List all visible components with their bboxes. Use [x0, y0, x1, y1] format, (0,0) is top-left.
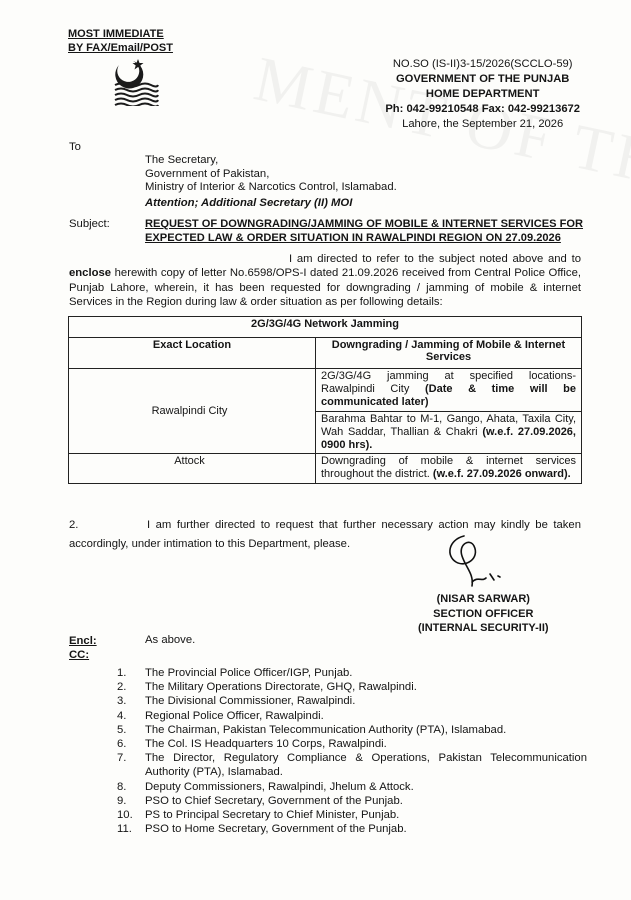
urgency-line-1: MOST IMMEDIATE [68, 28, 164, 40]
list-text: PS to Principal Secretary to Chief Minister, Punjab. [145, 809, 400, 822]
list-item [117, 794, 587, 808]
location-cell: Attock [69, 454, 316, 483]
location-cell: Rawalpindi City [69, 369, 316, 454]
column-header-details: Downgrading / Jamming of Mobile & Internet Services [316, 338, 582, 369]
list-number: 9. [117, 794, 127, 807]
urgency-line-2: BY FAX/Email/POST [68, 42, 173, 54]
para1-bold-word: enclose [69, 267, 112, 280]
letter-header [385, 57, 580, 132]
list-item [117, 694, 587, 708]
list-item [117, 737, 587, 751]
list-number: 3. [117, 695, 127, 708]
urgency-label [68, 27, 173, 55]
list-text: Deputy Commissioners, Rawalpindi, Jhelum & Attock. [145, 780, 414, 793]
phone-fax: Ph: 042-99210548 Fax: 042-99213672 [385, 103, 580, 115]
list-text: The Director, Regulatory Compliance & Operations, Pakistan Telecommunication Authority (PTA), Islamabad. [145, 752, 587, 779]
list-item [117, 723, 587, 737]
para2-text: I am further directed to request that further necessary action may kindly be taken accordingly, under intimation to this Department, please. [69, 519, 581, 550]
list-number: 2. [117, 681, 127, 694]
signatory-designation: SECTION OFFICER [433, 607, 534, 620]
para1-text-b: herewith copy of letter No.6598/OPS-I dated 21.09.2026 received from Central Police Office, Punjab Lahore, wherein, it has been requested for downgrading / jamming of mobile & internet Services in the Region during law & order situation as per following details: [69, 267, 581, 309]
list-item [117, 666, 587, 680]
list-text: The Chairman, Pakistan Telecommunication Authority (PTA), Islamabad. [145, 723, 507, 736]
list-text: Regional Police Officer, Rawalpindi. [145, 709, 324, 722]
addressee-block [145, 154, 397, 195]
list-number: 8. [117, 780, 127, 793]
handwritten-signature [444, 530, 514, 590]
list-text: The Col. IS Headquarters 10 Corps, Rawalpindi. [145, 738, 387, 751]
details-cell [316, 369, 582, 412]
cc-list [117, 666, 587, 836]
list-item [117, 780, 587, 794]
subject-label: Subject: [69, 218, 110, 230]
reference-number: NO.SO (IS-II)3-15/2026(SCCLO-59) [392, 58, 573, 70]
enclosure-cc-labels [69, 634, 97, 662]
details-bold: (w.e.f. 27.09.2026 onward). [432, 468, 571, 481]
list-number: 5. [117, 723, 127, 736]
list-item [117, 709, 587, 723]
details-text: Downgrading of mobile & internet services throughout the district. [321, 455, 576, 481]
details-text: Barahma Bahtar to M-1, Gango, Ahata, Taxila City, Wah Saddar, Thallian & Chakri [321, 412, 576, 438]
attention-line: Attention; Additional Secretary (II) MOI [145, 197, 353, 209]
signatory-name: (NISAR SARWAR) [436, 593, 530, 605]
cc-label: CC: [69, 649, 90, 661]
list-item [117, 680, 587, 694]
list-item [117, 751, 587, 779]
list-number: 10. [117, 809, 133, 822]
list-item [117, 822, 587, 836]
body-paragraph-1 [69, 252, 581, 310]
list-item [117, 808, 587, 822]
enclosure-label: Encl: [69, 635, 97, 647]
list-number: 4. [117, 709, 127, 722]
list-text: PSO to Home Secretary, Government of the Punjab. [145, 823, 407, 836]
list-number: 6. [117, 738, 127, 751]
place-date: Lahore, the September 21, 2026 [402, 118, 564, 130]
addressee-line: Government of Pakistan, [145, 167, 270, 180]
details-cell [316, 411, 582, 454]
details-bold: (Date & time will be communicated later) [321, 383, 576, 409]
department-name: HOME DEPARTMENT [425, 88, 540, 100]
jamming-details-table [68, 316, 582, 484]
list-text: The Divisional Commissioner, Rawalpindi. [145, 695, 356, 708]
signatory-wing: (INTERNAL SECURITY-II) [418, 622, 549, 634]
list-number: 11. [117, 823, 132, 836]
table-row [69, 454, 582, 483]
details-cell [316, 454, 582, 483]
list-text: The Provincial Police Officer/IGP, Punjab. [145, 667, 353, 679]
list-number: 7. [117, 752, 127, 765]
to-label: To [69, 141, 81, 153]
punjab-crest-logo [111, 57, 159, 106]
list-text: The Military Operations Directorate, GHQ, Rawalpindi. [145, 681, 417, 694]
details-text: 2G/3G/4G jamming at specified locations-Rawalpindi City [321, 370, 576, 396]
addressee-line: Ministry of Interior & Narcotics Control, Islamabad. [145, 181, 397, 193]
details-bold: (w.e.f. 27.09.2026, 0900 hrs). [321, 425, 576, 452]
table-row [69, 369, 582, 412]
list-text: PSO to Chief Secretary, Government of the Punjab. [145, 794, 403, 807]
addressee-line: The Secretary, [145, 154, 219, 166]
signature-block [418, 592, 549, 636]
list-number: 1. [117, 667, 127, 679]
table-title: 2G/3G/4G Network Jamming [69, 317, 582, 338]
paragraph-number: 2. [69, 519, 79, 531]
column-header-location: Exact Location [69, 338, 316, 369]
enclosure-value: As above. [145, 634, 196, 646]
para1-text-a: I am directed to refer to the subject noted above and to [289, 253, 581, 265]
government-name: GOVERNMENT OF THE PUNJAB [395, 73, 570, 85]
subject-text: REQUEST OF DOWNGRADING/JAMMING OF MOBILE & INTERNET SERVICES FOR EXPECTED LAW & ORDER SITUATION IN RAWALPINDI REGION ON 27.09.2026 [145, 218, 584, 244]
